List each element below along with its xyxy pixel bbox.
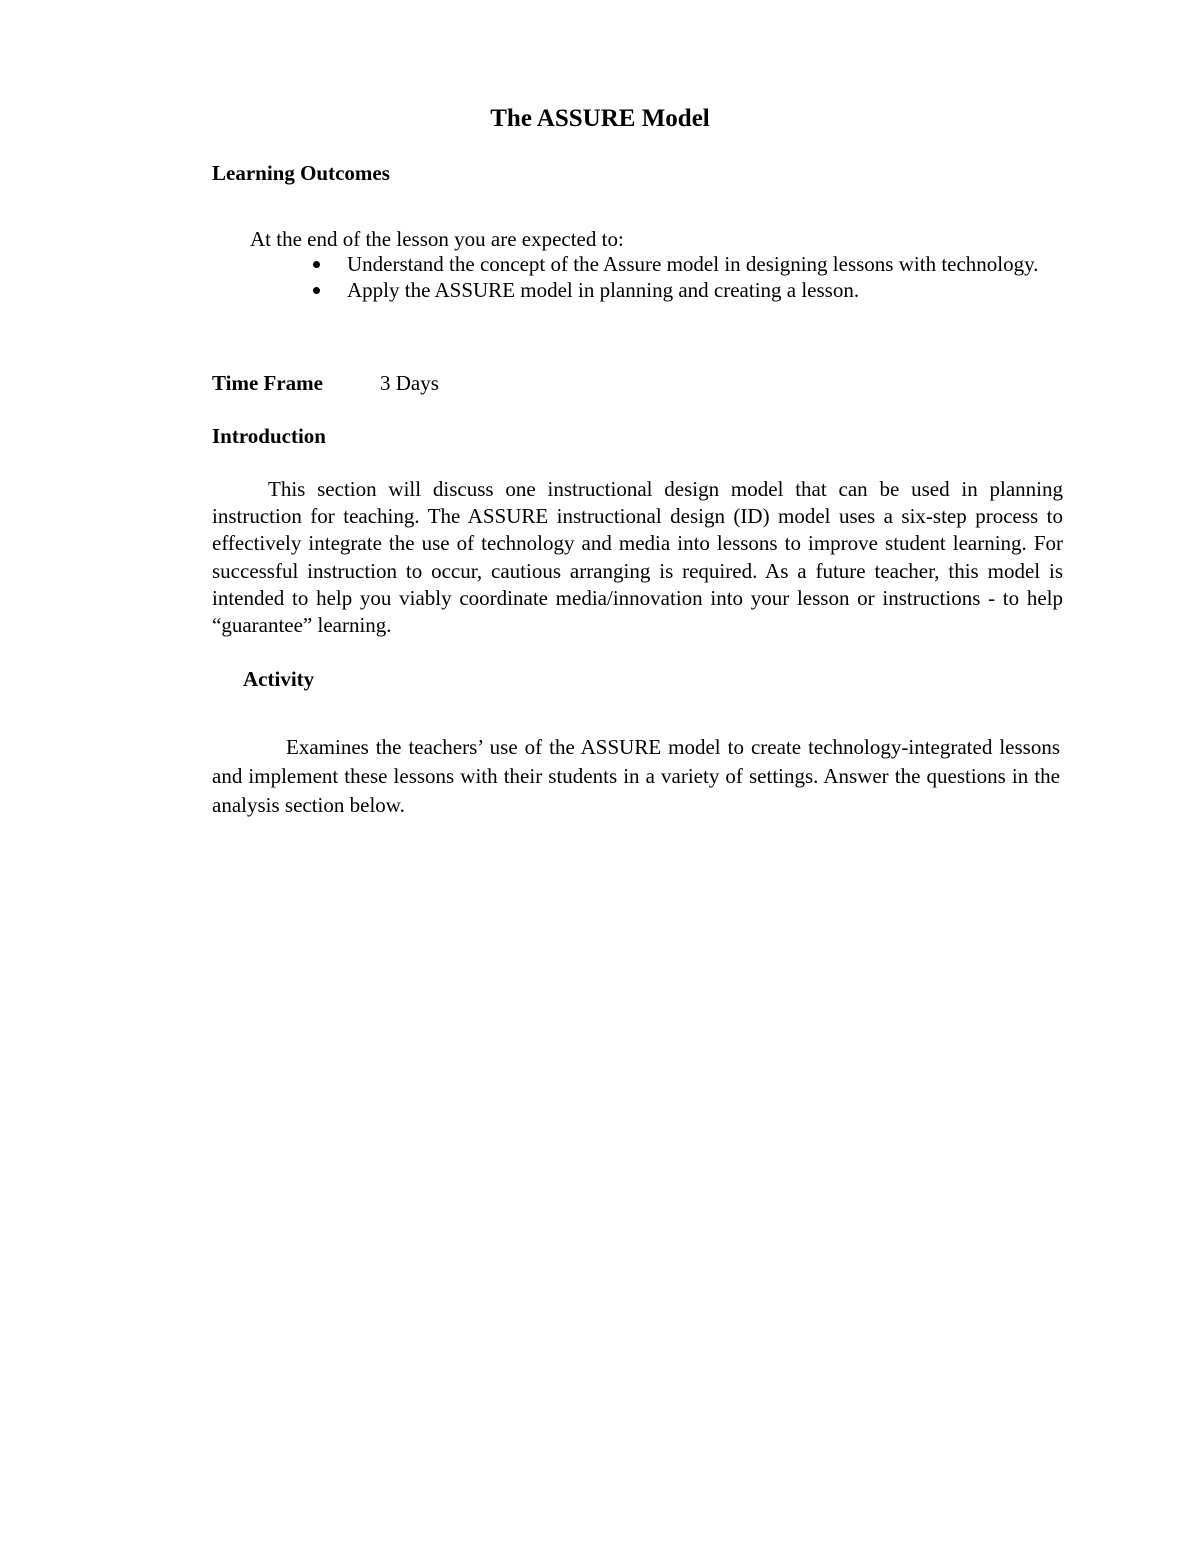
introduction-heading: Introduction	[212, 424, 326, 448]
activity-paragraph: Examines the teachers’ use of the ASSURE model to create technology-integrated lessons and implement these lessons with their students in a variety of settings. Answer the questions in the analysis section below.	[212, 735, 1060, 817]
introduction-paragraph: This section will discuss one instructional design model that can be used in planning instruction for teaching. The ASSURE instructional design (ID) model uses a six-step process to effectively integrate the use of technology and media into lessons to improve student learning. For successful instruction to occur, cautious arranging is required. As a future teacher, this model is intended to help you viably coordinate media/innovation into your lesson or instructions - to help “guarantee” learning.	[212, 477, 1063, 638]
list-item-text: Understand the concept of the Assure model in designing lessons with technology.	[347, 252, 1039, 276]
time-frame-label: Time Frame	[212, 371, 323, 395]
document-title: The ASSURE Model	[490, 105, 710, 132]
bullet-icon	[313, 287, 320, 294]
time-frame-value: 3 Days	[380, 371, 439, 395]
list-item-text: Apply the ASSURE model in planning and creating a lesson.	[347, 278, 860, 302]
bullet-icon	[313, 261, 320, 268]
list-item	[310, 277, 1050, 303]
learning-outcomes-list	[310, 251, 1050, 303]
learning-outcomes-heading: Learning Outcomes	[212, 161, 390, 185]
list-item	[310, 251, 1050, 277]
learning-outcomes-intro: At the end of the lesson you are expected to:	[250, 227, 624, 251]
activity-heading: Activity	[243, 667, 315, 691]
